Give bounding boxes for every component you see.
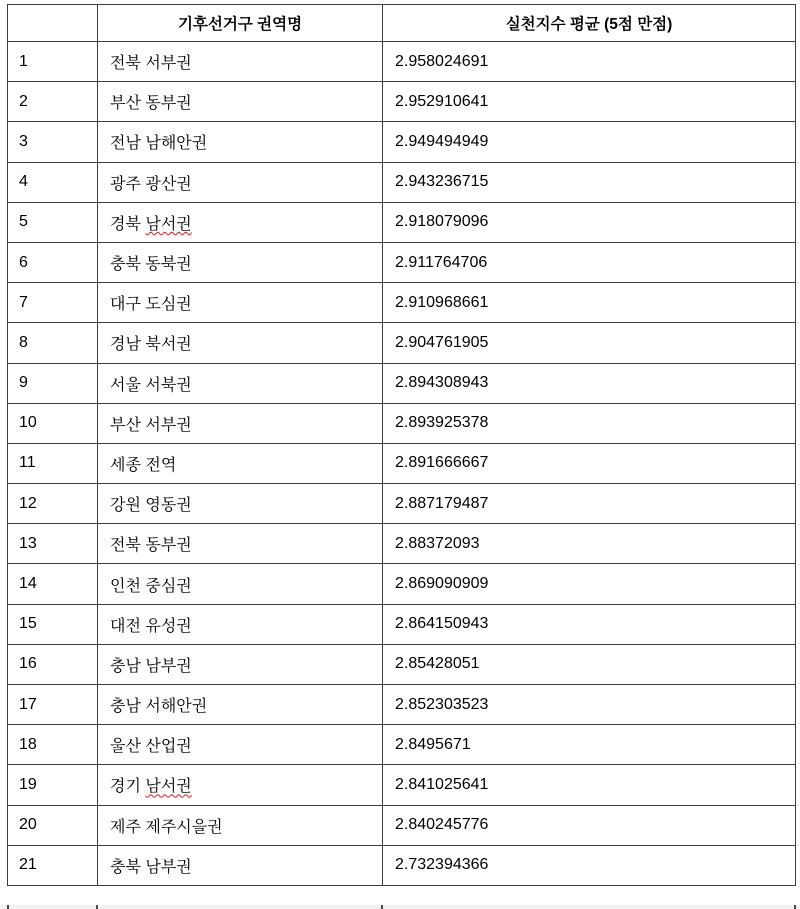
score-cell: 2.943236715 (383, 162, 796, 202)
score-cell: 2.904761905 (383, 323, 796, 363)
region-cell: 인천 중심권 (98, 564, 383, 604)
rank-cell: 14 (8, 564, 98, 604)
rank-cell: 4 (8, 162, 98, 202)
rank-cell: 2 (8, 82, 98, 122)
score-cell: 2.840245776 (383, 805, 796, 845)
table-row (8, 363, 796, 403)
score-cell: 2.85428051 (383, 644, 796, 684)
table-row (8, 765, 796, 805)
rank-cell: 7 (8, 283, 98, 323)
header-rank-cell (8, 5, 98, 42)
region-cell (98, 202, 383, 242)
score-cell: 2.952910641 (383, 82, 796, 122)
cut-off-next-row (0, 905, 800, 909)
region-cell: 충남 서해안권 (98, 685, 383, 725)
score-cell: 2.864150943 (383, 604, 796, 644)
rank-cell: 5 (8, 202, 98, 242)
region-cell: 대구 도심권 (98, 283, 383, 323)
table-row (8, 524, 796, 564)
table-row (8, 323, 796, 363)
rank-cell: 11 (8, 443, 98, 483)
score-cell: 2.887179487 (383, 484, 796, 524)
rank-cell: 18 (8, 725, 98, 765)
region-cell: 충북 남부권 (98, 845, 383, 885)
region-cell: 전남 남해안권 (98, 122, 383, 162)
table-row (8, 725, 796, 765)
rank-cell: 3 (8, 122, 98, 162)
region-cell: 강원 영동권 (98, 484, 383, 524)
table-row (8, 685, 796, 725)
table-left-border-stub (7, 905, 9, 909)
score-cell: 2.869090909 (383, 564, 796, 604)
score-cell: 2.893925378 (383, 403, 796, 443)
score-cell: 2.88372093 (383, 524, 796, 564)
table-body (8, 42, 796, 886)
table-row (8, 805, 796, 845)
rank-cell: 1 (8, 42, 98, 82)
table-right-border-stub (794, 905, 796, 909)
column-divider-stub (96, 905, 98, 909)
table-row (8, 845, 796, 885)
rank-cell: 19 (8, 765, 98, 805)
rank-cell: 15 (8, 604, 98, 644)
region-cell: 부산 서부권 (98, 403, 383, 443)
region-cell: 부산 동부권 (98, 82, 383, 122)
region-cell: 서울 서북권 (98, 363, 383, 403)
score-cell: 2.8495671 (383, 725, 796, 765)
header-score-cell: 실천지수 평균 (5점 만점) (383, 5, 796, 42)
table-row (8, 283, 796, 323)
table-row (8, 604, 796, 644)
region-cell: 전북 서부권 (98, 42, 383, 82)
score-cell: 2.852303523 (383, 685, 796, 725)
rank-cell: 9 (8, 363, 98, 403)
region-cell (98, 765, 383, 805)
region-cell: 대전 유성권 (98, 604, 383, 644)
score-cell: 2.910968661 (383, 283, 796, 323)
rank-cell: 16 (8, 644, 98, 684)
rank-cell: 21 (8, 845, 98, 885)
document-page (0, 4, 800, 909)
header-region-cell: 기후선거구 권역명 (98, 5, 383, 42)
climate-district-score-table (7, 4, 796, 886)
misspelled-word: 남서권 (145, 778, 192, 796)
region-text: 경기 (110, 778, 146, 796)
region-text: 경북 (110, 215, 146, 233)
score-cell: 2.732394366 (383, 845, 796, 885)
table-row (8, 82, 796, 122)
rank-cell: 20 (8, 805, 98, 845)
rank-cell: 12 (8, 484, 98, 524)
region-cell: 충남 남부권 (98, 644, 383, 684)
misspelled-word: 남서권 (145, 215, 192, 233)
score-cell: 2.891666667 (383, 443, 796, 483)
region-cell: 세종 전역 (98, 443, 383, 483)
score-cell: 2.918079096 (383, 202, 796, 242)
table-row (8, 242, 796, 282)
rank-cell: 17 (8, 685, 98, 725)
region-cell: 전북 동부권 (98, 524, 383, 564)
rank-cell: 13 (8, 524, 98, 564)
score-cell: 2.958024691 (383, 42, 796, 82)
table-row (8, 484, 796, 524)
column-divider-stub (381, 905, 383, 909)
score-cell: 2.949494949 (383, 122, 796, 162)
rank-cell: 8 (8, 323, 98, 363)
region-cell: 울산 산업권 (98, 725, 383, 765)
table-row (8, 122, 796, 162)
table-row (8, 403, 796, 443)
region-cell: 제주 제주시을권 (98, 805, 383, 845)
rank-cell: 6 (8, 242, 98, 282)
header-row (8, 5, 796, 42)
score-cell: 2.911764706 (383, 242, 796, 282)
rank-cell: 10 (8, 403, 98, 443)
region-cell: 경남 북서권 (98, 323, 383, 363)
region-cell: 충북 동북권 (98, 242, 383, 282)
score-cell: 2.894308943 (383, 363, 796, 403)
table-row (8, 42, 796, 82)
score-cell: 2.841025641 (383, 765, 796, 805)
table-row (8, 443, 796, 483)
table-row (8, 644, 796, 684)
table-row (8, 564, 796, 604)
table-row (8, 162, 796, 202)
table-row (8, 202, 796, 242)
region-cell: 광주 광산권 (98, 162, 383, 202)
